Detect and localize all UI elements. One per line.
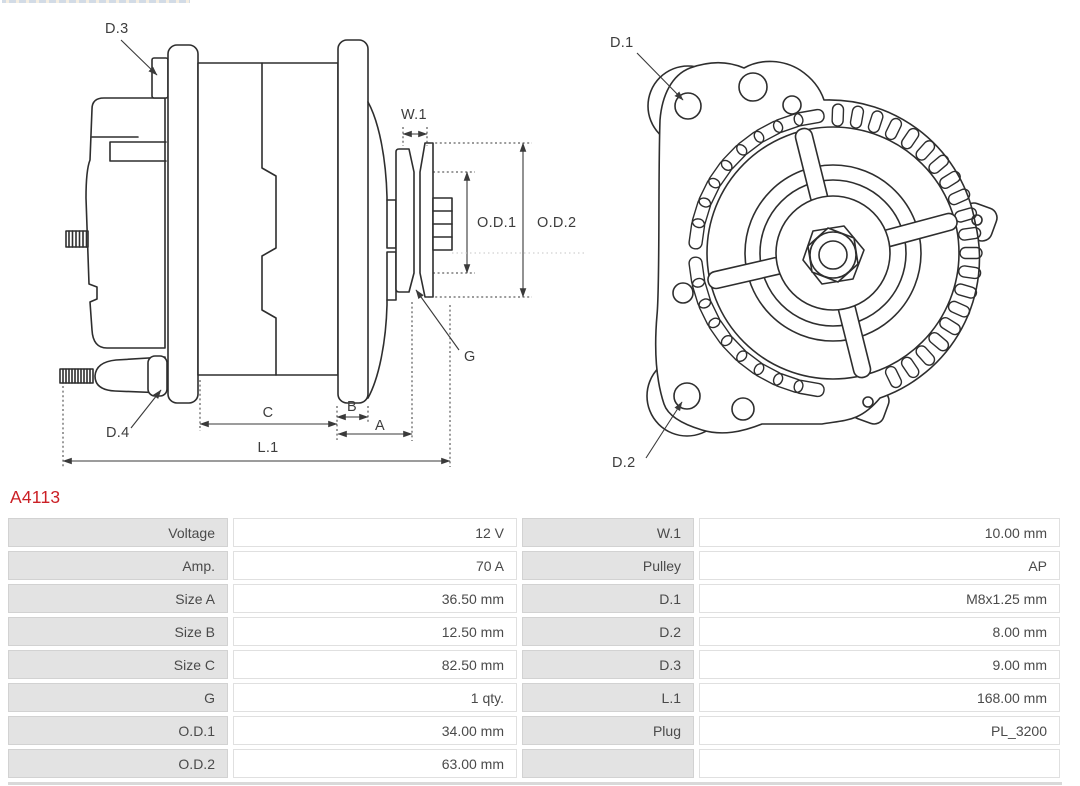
label-dim-a: A — [375, 418, 385, 434]
table-row — [8, 683, 1060, 712]
g-leader — [416, 290, 459, 350]
spec-label: D.1 — [522, 584, 694, 613]
spec-label: Voltage — [8, 518, 228, 547]
label-od2: O.D.2 — [537, 215, 577, 231]
table-row — [8, 749, 1060, 778]
spec-label — [522, 749, 694, 778]
label-od1: O.D.1 — [477, 215, 517, 231]
spec-label: Size B — [8, 617, 228, 646]
label-d4: D.4 — [106, 425, 130, 441]
terminal-stud-lower — [60, 369, 93, 383]
spec-label: Size A — [8, 584, 228, 613]
label-dim-b: B — [347, 399, 357, 415]
d3-boss — [152, 58, 168, 98]
table-row — [8, 584, 1060, 613]
spec-label: G — [8, 683, 228, 712]
spec-label: D.2 — [522, 617, 694, 646]
spec-value: 34.00 mm — [233, 716, 517, 745]
part-number: A4113 — [10, 487, 61, 507]
spec-label: Plug — [522, 716, 694, 745]
label-g: G — [464, 349, 476, 365]
d3-leader — [121, 40, 157, 75]
spec-value: 1 qty. — [233, 683, 517, 712]
spec-label: Pulley — [522, 551, 694, 580]
table-row — [8, 518, 1060, 547]
spec-label: Amp. — [8, 551, 228, 580]
front-flange — [338, 40, 368, 403]
spec-table — [3, 514, 1065, 782]
spec-value: 82.50 mm — [233, 650, 517, 679]
label-l1: L.1 — [257, 440, 279, 456]
spec-label: O.D.1 — [8, 716, 228, 745]
spec-value: 9.00 mm — [699, 650, 1060, 679]
label-w1: W.1 — [401, 107, 427, 123]
table-row — [8, 551, 1060, 580]
spec-value: AP — [699, 551, 1060, 580]
table-row — [8, 650, 1060, 679]
spec-label: L.1 — [522, 683, 694, 712]
label-dim-c: C — [262, 405, 274, 421]
spec-label: O.D.2 — [8, 749, 228, 778]
d4-leader — [131, 390, 161, 428]
spec-value: 168.00 mm — [699, 683, 1060, 712]
alternator-side-view-drawing — [60, 40, 452, 403]
spec-value — [699, 749, 1060, 778]
spec-value: M8x1.25 mm — [699, 584, 1060, 613]
rear-flange — [168, 45, 198, 403]
spec-label: Size C — [8, 650, 228, 679]
rear-housing — [86, 98, 165, 348]
alternator-front-view-drawing — [647, 61, 1000, 436]
spec-label: W.1 — [522, 518, 694, 547]
label-d2: D.2 — [612, 455, 636, 471]
spec-value: 12.50 mm — [233, 617, 517, 646]
spec-label: D.3 — [522, 650, 694, 679]
table-row — [8, 617, 1060, 646]
table-row — [8, 716, 1060, 745]
spec-value: 63.00 mm — [233, 749, 517, 778]
pulley — [396, 143, 452, 297]
label-d1: D.1 — [610, 35, 634, 51]
stator-body — [198, 63, 338, 375]
spec-value: 36.50 mm — [233, 584, 517, 613]
table-bottom-edge — [8, 782, 1062, 785]
spec-value: 10.00 mm — [699, 518, 1060, 547]
spec-value: 70 A — [233, 551, 517, 580]
spec-value: 12 V — [233, 518, 517, 547]
spec-value: PL_3200 — [699, 716, 1060, 745]
terminal-stud-upper — [66, 231, 88, 247]
spec-value: 8.00 mm — [699, 617, 1060, 646]
label-d3: D.3 — [105, 21, 129, 37]
